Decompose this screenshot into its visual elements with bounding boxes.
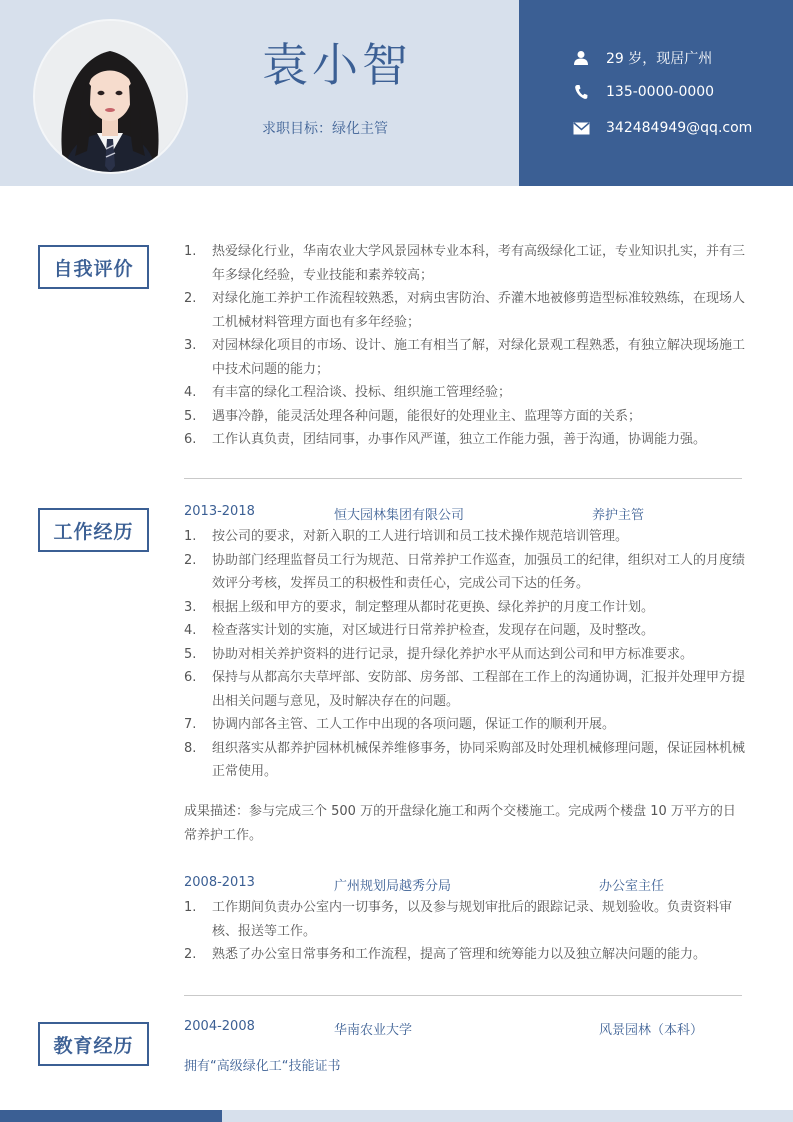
contact-email-text: 342484949@qq.com <box>606 120 753 136</box>
list-item: 2. 熟悉了办公室日常事务和工作流程，提高了管理和统筹能力以及独立解决问题的能力。 <box>184 947 707 962</box>
job-period: 2008-2013 <box>184 875 255 890</box>
job-objective: 求职目标：绿化主管 <box>262 121 388 137</box>
footer-bar-light <box>222 1110 793 1122</box>
education-school: 华南农业大学 <box>334 1023 413 1038</box>
phone-icon <box>570 84 592 100</box>
section-divider <box>184 478 742 479</box>
list-item: 7. 协调内部各主管、工人工作中出现的各项问题，保证工作的顺利开展。 <box>184 717 616 732</box>
list-item: 6. 工作认真负责，团结同事，办事作风严谨，独立工作能力强，善于沟通，协调能力强。 <box>184 432 707 447</box>
education-header <box>184 1019 744 1039</box>
section-title-education: 教育经历 <box>38 1022 149 1066</box>
job-position: 养护主管 <box>592 508 645 523</box>
footer-bar-dark <box>0 1110 222 1122</box>
list-item: 6. 保持与从都高尔夫草坪部、安防部、房务部、工程部在工作上的沟通协调，汇报并处理甲方提出相关问题与意见，及时解决存在的问题。 <box>184 670 746 709</box>
mail-icon <box>570 122 592 135</box>
self-eval-list <box>184 240 746 452</box>
contact-age-text: 29 岁，现居广州 <box>606 51 713 67</box>
job-header <box>184 504 744 524</box>
candidate-name: 袁小智 <box>262 38 412 92</box>
list-item: 5. 遇事冷静，能灵活处理各种问题，能很好的处理业主、监理等方面的关系； <box>184 408 642 424</box>
contact-phone-text: 135-0000-0000 <box>606 84 715 100</box>
certificate-text: 拥有“高级绿化工“技能证书 <box>184 1059 341 1074</box>
job-achievement: 成果描述：参与完成三个 500 万的开盘绿化施工和两个交楼施工。完成两个楼盘 10 万平方的日常养护工作。 <box>184 804 736 843</box>
list-item: 2. 对绿化施工养护工作流程较熟悉，对病虫害防治、乔灌木地被修剪造型标准较熟练，在现场人工机械材料管理方面也有多年经验； <box>184 291 746 330</box>
contact-phone <box>570 84 714 100</box>
list-item: 2. 协助部门经理监督员工行为规范、日常养护工作巡查，加强员工的纪律，组织对工人的月度绩效评分考核，发挥员工的积极性和责任心，完成公司下达的任务。 <box>184 552 746 591</box>
education-major: 风景园林（本科） <box>599 1023 704 1038</box>
list-item: 1. 按公司的要求，对新入职的工人进行培训和员工技术操作规范培训管理。 <box>184 529 629 544</box>
section-title-self-eval: 自我评价 <box>38 245 149 289</box>
contact-email <box>570 120 752 136</box>
certificate-line <box>184 1055 744 1075</box>
section-divider <box>184 995 742 996</box>
list-item: 4. 检查落实计划的实施，对区域进行日常养护检查，发现存在问题，及时整改。 <box>184 623 655 638</box>
education-period: 2004-2008 <box>184 1019 255 1034</box>
list-item: 5. 协助对相关养护资料的进行记录，提升绿化养护水平从而达到公司和甲方标准要求。 <box>184 646 694 662</box>
person-icon <box>570 50 592 66</box>
avatar <box>33 19 188 174</box>
contact-age-location <box>570 48 712 68</box>
list-item: 1. 热爱绿化行业，华南农业大学风景园林专业本科，考有高级绿化工证，专业知识扎实，并有三年多绿化经验，专业技能和素养较高； <box>184 244 746 283</box>
job-duties-list <box>184 525 746 784</box>
list-item: 8. 组织落实从都养护园林机械保养维修事务，协同采购部及时处理机械修理问题，保证园林机械正常使用。 <box>184 740 746 779</box>
job-header <box>184 875 744 895</box>
list-item: 3. 根据上级和甲方的要求，制定整理从都时花更换、绿化养护的月度工作计划。 <box>184 599 655 615</box>
job-period: 2013-2018 <box>184 504 255 519</box>
job-company: 广州规划局越秀分局 <box>334 879 452 894</box>
section-title-work: 工作经历 <box>38 508 149 552</box>
job-company: 恒大园林集团有限公司 <box>334 508 465 523</box>
list-item: 3. 对园林绿化项目的市场、设计、施工有相当了解，对绿化景观工程熟悉，有独立解决现场施工中技术问题的能力； <box>184 338 746 377</box>
list-item: 1. 工作期间负责办公室内一切事务，以及参与规划审批后的跟踪记录、规划验收。负责资料审核、报送等工作。 <box>184 900 733 939</box>
list-item: 4. 有丰富的绿化工程洽谈、投标、组织施工管理经验； <box>184 385 512 400</box>
job-position: 办公室主任 <box>599 879 665 894</box>
job-duties-list <box>184 896 746 967</box>
